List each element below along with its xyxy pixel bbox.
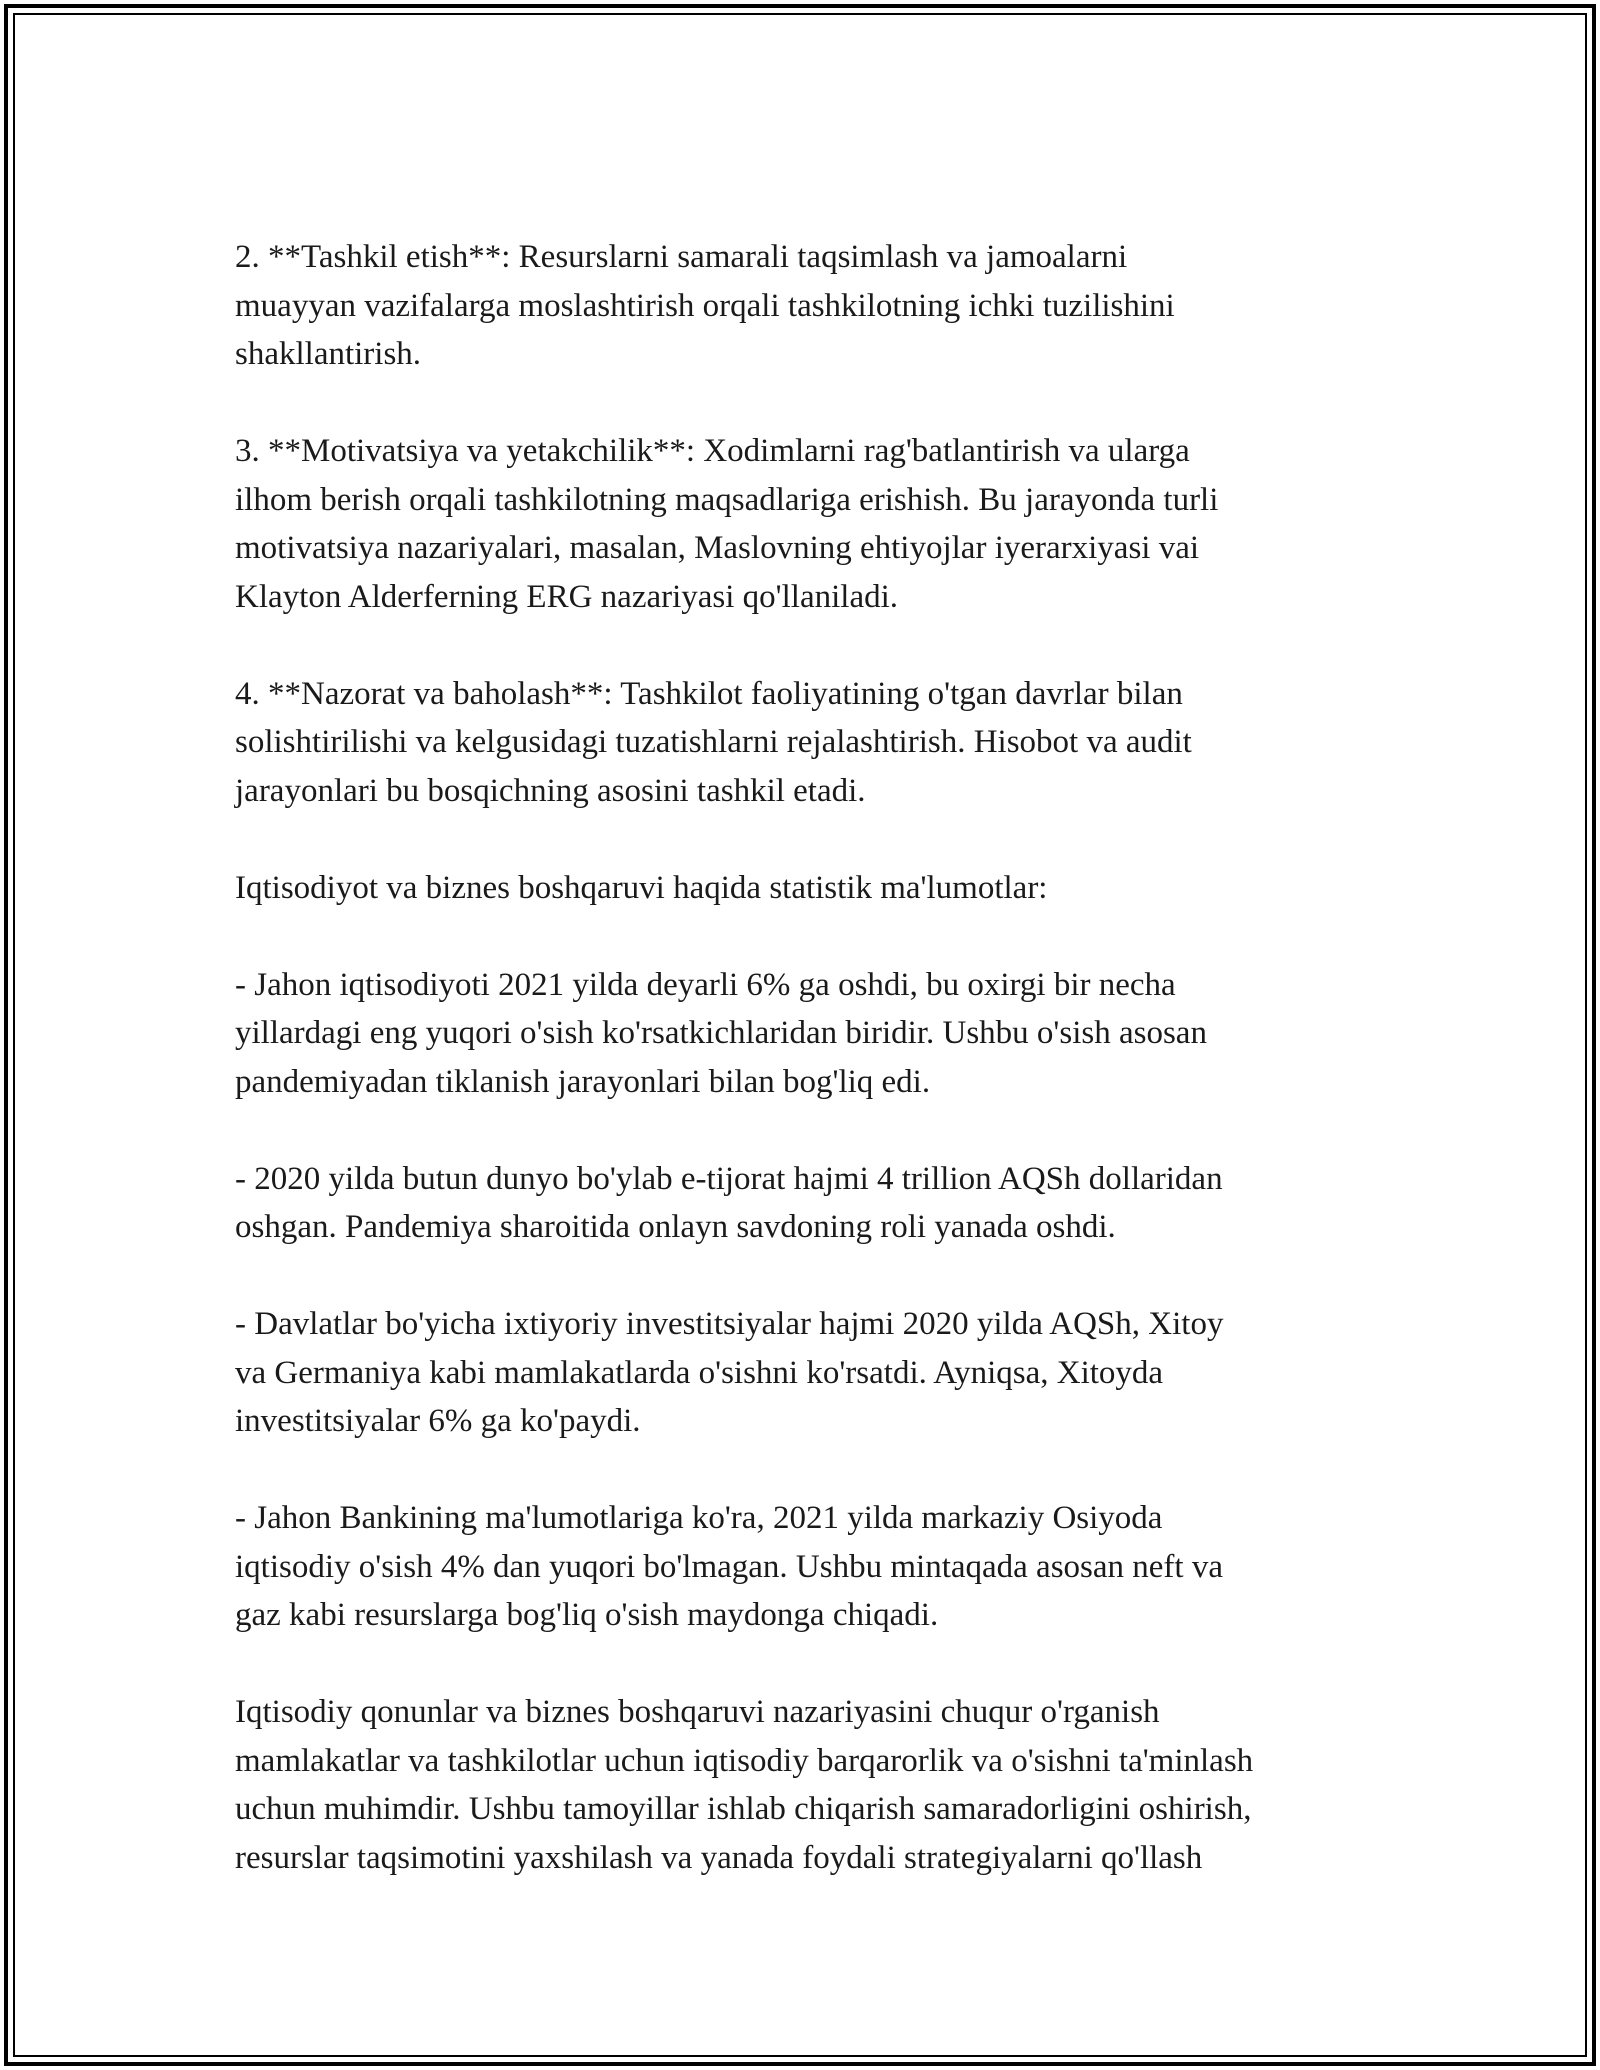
- paragraph-investments: [235, 1300, 1365, 1446]
- paragraph-motivatsiya: [235, 427, 1365, 621]
- text-line: oshgan. Pandemiya sharoitida onlayn savdoning roli yanada oshdi.: [235, 1209, 1116, 1245]
- text-line: 2. **Tashkil etish**: Resurslarni samarali taqsimlash va jamoalarni: [235, 239, 1128, 275]
- text-line: shakllantirish.: [235, 336, 422, 372]
- text-line: Iqtisodiyot va biznes boshqaruvi haqida statistik ma'lumotlar:: [235, 869, 1048, 906]
- text-line: investitsiyalar 6% ga ko'paydi.: [235, 1403, 641, 1439]
- text-line: yillardagi eng yuqori o'sish ko'rsatkichlaridan biridir. Ushbu o'sish asosan: [235, 1015, 1207, 1051]
- text-line: solishtirilishi va kelgusidagi tuzatishlarni rejalashtirish. Hisobot va audit: [235, 724, 1192, 760]
- text-line: - Jahon iqtisodiyoti 2021 yilda deyarli 6% ga oshdi, bu oxirgi bir necha: [235, 966, 1176, 1003]
- text-line: Klayton Alderferning ERG nazariyasi qo'llaniladi.: [235, 578, 899, 615]
- text-line: iqtisodiy o'sish 4% dan yuqori bo'lmagan. Ushbu mintaqada asosan neft va: [235, 1548, 1223, 1585]
- text-line: 4. **Nazorat va baholash**: Tashkilot faoliyatining o'tgan davrlar bilan: [235, 675, 1183, 712]
- paragraph-world-bank: [235, 1494, 1365, 1640]
- text-line: gaz kabi resurslarga bog'liq o'sish maydonga chiqadi.: [235, 1597, 939, 1633]
- text-line: resurslar taqsimotini yaxshilash va yanada foydali strategiyalarni qo'llash: [235, 1839, 1203, 1876]
- text-line: 3. **Motivatsiya va yetakchilik**: Xodimlarni rag'batlantirish va ularga: [235, 433, 1190, 469]
- text-line: - Jahon Bankining ma'lumotlariga ko'ra, 2021 yilda markaziy Osiyoda: [235, 1500, 1163, 1536]
- text-line: uchun muhimdir. Ushbu tamoyillar ishlab chiqarish samaradorligini oshirish,: [235, 1791, 1252, 1827]
- text-line: va Germaniya kabi mamlakatlarda o'sishni ko'rsatdi. Ayniqsa, Xitoyda: [235, 1354, 1164, 1391]
- paragraph-tashkil-etish: [235, 233, 1365, 379]
- text-line: Iqtisodiy qonunlar va biznes boshqaruvi nazariyasini chuqur o'rganish: [235, 1694, 1160, 1730]
- paragraph-ecommerce: [235, 1155, 1365, 1252]
- paragraph-nazorat: [235, 670, 1365, 816]
- text-line: jarayonlari bu bosqichning asosini tashkil etadi.: [235, 772, 866, 809]
- document-body: [235, 233, 1365, 1882]
- text-line: muayyan vazifalarga moslashtirish orqali tashkilotning ichki tuzilishini: [235, 287, 1175, 324]
- text-line: mamlakatlar va tashkilotlar uchun iqtisodiy barqarorlik va o'sishni ta'minlash: [235, 1742, 1254, 1779]
- paragraph-world-economy: [235, 961, 1365, 1107]
- text-line: motivatsiya nazariyalari, masalan, Maslovning ehtiyojlar iyerarxiyasi vai: [235, 530, 1200, 566]
- text-line: - 2020 yilda butun dunyo bo'ylab e-tijorat hajmi 4 trillion AQSh dollaridan: [235, 1160, 1223, 1197]
- paragraph-conclusion: [235, 1688, 1365, 1882]
- paragraph-statistics-heading: [235, 864, 1365, 913]
- text-line: - Davlatlar bo'yicha ixtiyoriy investitsiyalar hajmi 2020 yilda AQSh, Xitoy: [235, 1306, 1224, 1342]
- text-line: pandemiyadan tiklanish jarayonlari bilan bog'liq edi.: [235, 1063, 931, 1100]
- text-line: ilhom berish orqali tashkilotning maqsadlariga erishish. Bu jarayonda turli: [235, 481, 1219, 518]
